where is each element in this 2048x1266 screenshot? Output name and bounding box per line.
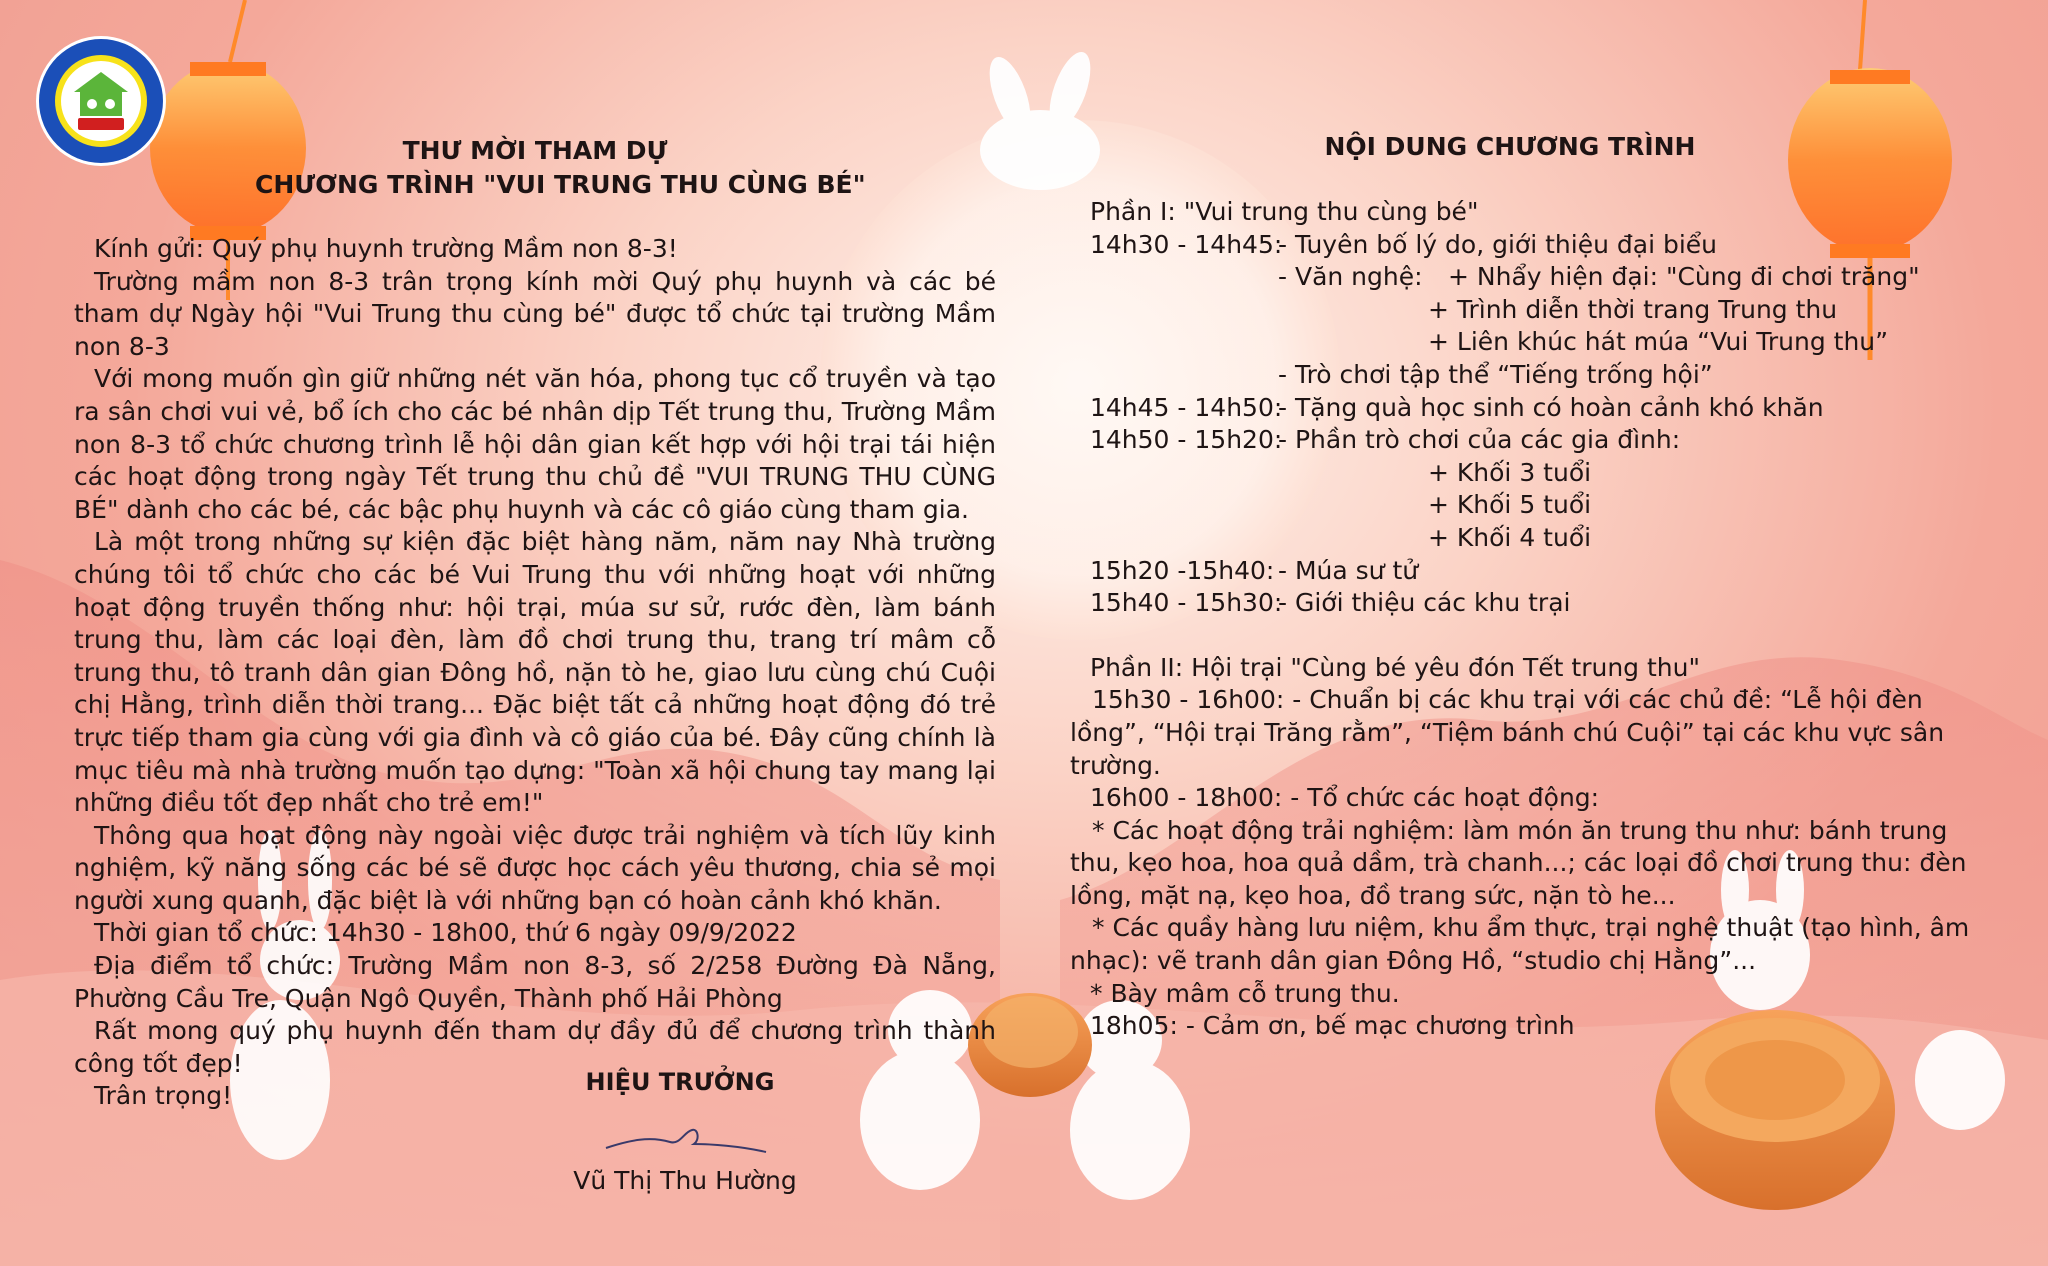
- program-row: + Khối 5 tuổi: [1428, 490, 1592, 520]
- program-row: 15h30 - 16h00: - Chuẩn bị các khu trại với các chủ đề: “Lễ hội đèn lồng”, “Hội trại Trăng rằm”, “Tiệm bánh chú Cuội” tại các khu vực sân trường.: [1070, 685, 1945, 780]
- signature-title: HIỆU TRƯỞNG: [585, 1068, 775, 1096]
- invitation-paragraph: Trường mầm non 8-3 trân trọng kính mời Quý phụ huynh và các bé tham dự Ngày hội "Vui Trung thu cùng bé" được tổ chức tại trường Mầm non 8-3: [74, 266, 996, 361]
- program-body: [1070, 196, 1975, 1043]
- row-text: - Tặng quà học sinh có hoàn cảnh khó khăn: [1278, 392, 1824, 422]
- program-row: * Các quầy hàng lưu niệm, khu ẩm thực, trại nghệ thuật (tạo hình, âm nhạc): vẽ tranh dân gian Đông Hồ, “studio chị Hằng”...: [1070, 913, 1970, 976]
- program-row: [1070, 261, 1975, 294]
- invitation-greeting: Kính gửi: Quý phụ huynh trường Mầm non 8-3!: [94, 234, 678, 263]
- part1-title: Phần I: "Vui trung thu cùng bé": [1090, 197, 1479, 226]
- school-logo: [34, 34, 168, 168]
- row-text: - Múa sư tử: [1278, 555, 1419, 585]
- program-row: + Trình diễn thời trang Trung thu: [1428, 294, 1838, 324]
- rabbit-on-moon-icon: [980, 47, 1100, 190]
- program-row: * Bày mâm cỗ trung thu.: [1090, 978, 1400, 1008]
- row-time: 14h30 - 14h45:: [1090, 229, 1283, 259]
- program-row: [1070, 229, 1975, 262]
- invitation-body: [74, 233, 996, 1113]
- program-row: - Trò chơi tập thể “Tiếng trống hội”: [1278, 359, 1713, 389]
- invitation-location: Địa điểm tổ chức: Trường Mầm non 8-3, số 2/258 Đường Đà Nẵng, Phường Cầu Tre, Quận Ngô Quyền, Thành phố Hải Phòng: [74, 951, 996, 1013]
- program-row: [1070, 587, 1975, 620]
- row-text: - Giới thiệu các khu trại: [1278, 588, 1571, 618]
- program-row: + Khối 4 tuổi: [1428, 522, 1592, 552]
- row-time: 14h45 - 14h50:: [1090, 392, 1283, 422]
- row-text: - Phần trò chơi của các gia đình:: [1278, 425, 1681, 455]
- program-row: [1070, 424, 1975, 457]
- signature-name: Vũ Thị Thu Hường: [573, 1166, 797, 1195]
- program-row: [1070, 392, 1975, 425]
- row-time: 15h40 - 15h30:: [1090, 588, 1283, 618]
- program-row: [1070, 555, 1975, 588]
- part2-title: Phần II: Hội trại "Cùng bé yêu đón Tết trung thu": [1090, 652, 1700, 682]
- row-time: 15h20 -15h40:: [1090, 555, 1275, 585]
- invitation-regards: Trân trọng!: [94, 1081, 233, 1111]
- invitation-title-line1: THƯ MỜI THAM DỰ: [402, 136, 668, 165]
- invitation-paragraph: Thông qua hoạt động này ngoài việc được trải nghiệm và tích lũy kinh nghiệm, kỹ năng sống các bé sẽ được học cách yêu thương, chia sẻ mọi người xung quanh, đặc biệt là với những bạn có hoàn cảnh khó khăn.: [74, 820, 996, 915]
- row-text: - Tuyên bố lý do, giới thiệu đại biểu: [1278, 229, 1718, 259]
- invitation-title: [255, 134, 866, 202]
- row-text: + Nhẩy hiện đại: "Cùng đi chơi trăng": [1448, 262, 1920, 292]
- program-row: 18h05: - Cảm ơn, bế mạc chương trình: [1090, 1011, 1575, 1041]
- invitation-title-line2: CHƯƠNG TRÌNH "VUI TRUNG THU CÙNG BÉ": [255, 170, 866, 199]
- invitation-closing: Rất mong quý phụ huynh đến tham dự đầy đủ để chương trình thành công tốt đẹp!: [74, 1016, 996, 1078]
- row-label: - Văn nghệ:: [1278, 262, 1423, 292]
- invitation-time: Thời gian tổ chức: 14h30 - 18h00, thứ 6 ngày 09/9/2022: [94, 918, 797, 948]
- row-time: 14h50 - 15h20:: [1090, 425, 1283, 455]
- handwritten-signature: [600, 1118, 770, 1160]
- invitation-paragraph: Là một trong những sự kiện đặc biệt hàng năm, năm nay Nhà trường chúng tôi tổ chức cho các bé Vui Trung thu với những hoạt với những hoạt động truyền thống như: hội trại, múa sư sử, rước đèn, làm bánh trung thu, làm các loại đèn, làm đồ chơi trung thu, trang trí mâm cỗ trung thu, tô tranh dân gian Đông hồ, nặn tò he, giao lưu cùng chú Cuội chị Hằng, trình diễn thời trang... Đặc biệt tất cả những hoạt động đó trẻ trực tiếp tham gia cùng với gia đình và cô giáo của bé. Đây cũng chính là mục tiêu mà nhà trường muốn tạo dựng: "Toàn xã hội chung tay mang lại những điều tốt đẹp nhất cho trẻ em!": [74, 527, 996, 818]
- program-title: NỘI DUNG CHƯƠNG TRÌNH: [1324, 132, 1696, 161]
- program-row: + Khối 3 tuổi: [1428, 457, 1592, 487]
- program-row: * Các hoạt động trải nghiệm: làm món ăn trung thu như: bánh trung thu, kẹo hoa, hoa quả dầm, trà chanh...; các loại đồ chơi trung thu: đèn lồng, mặt nạ, kẹo hoa, đồ trang sức, nặn tò he...: [1070, 815, 1967, 910]
- program-row: 16h00 - 18h00: - Tổ chức các hoạt động:: [1090, 783, 1600, 813]
- invitation-paragraph: Với mong muốn gìn giữ những nét văn hóa, phong tục cổ truyền và tạo ra sân chơi vui vẻ, bổ ích cho các bé nhân dịp Tết trung thu, Trường Mầm non 8-3 tổ chức chương trình lễ hội dân gian kết hợp với hội trại tái hiện các hoạt động trong ngày Tết trung thu chủ đề "VUI TRUNG THU CÙNG BÉ" dành cho các bé, các bậc phụ huynh và các cô giáo cùng tham gia.: [74, 364, 996, 524]
- program-row: + Liên khúc hát múa “Vui Trung thu”: [1428, 327, 1889, 357]
